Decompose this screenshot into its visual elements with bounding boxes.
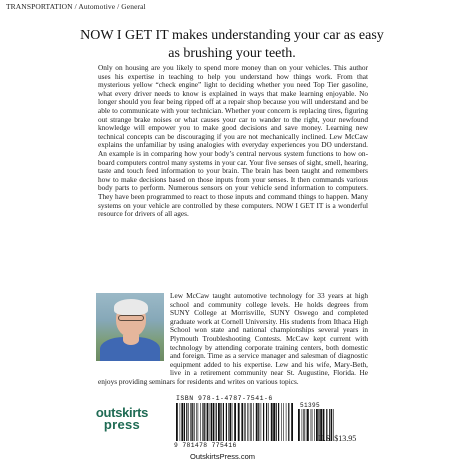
author-bio-text: Lew McCaw taught automotive technology for 33 years at high school and community college levels. He holds degrees from SUNY College at Morrisville, SUNY Oswego and completed graduate work at Cornell University. His students from Ithaca High School won state and national championships several years in Plymouth Troubleshooting Contests. McCaw kept current with technology by attending corporate training centers, both domestic and foreign. Time as a service manager and salesman of diagnostic equipment added to his expertise. Lew and his wife, Mary-Beth, live in a retirement community near St. Augustine, Florida. He enjoys providing seminars for residents and writes on various topics. <box>98 291 368 386</box>
author-bio-block <box>98 292 368 387</box>
publisher-logo-line2: press <box>103 417 141 432</box>
barcode <box>166 393 344 453</box>
barcode-main-bars <box>176 403 294 441</box>
publisher-logo-line1: outskirts <box>95 405 149 420</box>
publisher-logo <box>92 407 152 431</box>
price: U.S. $13.95 <box>318 434 357 443</box>
publisher-website: OutskirtsPress.com <box>190 452 256 461</box>
barcode-digits: 9 781478 775416 <box>174 442 237 449</box>
barcode-addon-text: 51395 <box>300 402 321 409</box>
category-label: TRANSPORTATION / Automotive / General <box>6 2 146 11</box>
blurb-text: Only on housing are you likely to spend more money than on your vehicles. This author uses his expertise in teaching to help you understand how things work. From that mysterious yellow “check engine” light to deciding whether you need Top Tier gasoline, what every driver needs to know is explained in ways that make learning enjoyable. No longer should you fear being ripped off at a repair shop because you will understand and be able to communicate with your technician. Whether your concern is replacing tires, figuring out strange brake noises or what causes your car to wander to the right, your newfound knowledge will empower you to make good decisions and save money. Learning new technical concepts can be discouraging if you are not mechanically inclined. Lew McCaw explains the unfamiliar by using analogies with everyday experiences you DO understand. An example is in comparing how your body’s central nervous system functions to how on-board computers control many systems in your car. Your five senses of sight, smell, hearing, taste and touch feed information to your brain. The brain has been taught and remembers how to make decisions based on those inputs from your senses. It then commands various body parts to perform. Numerous sensors on your vehicle send information to computers. They have been programmed to react to those inputs and command things to happen. Many systems on your vehicle are controlled by these computers. NOW I GET IT is a wonderful resource for drivers of all ages. <box>98 63 368 219</box>
photo-spacer <box>98 292 170 372</box>
headline: NOW I GET IT makes understanding your car as easy as brushing your teeth. <box>80 28 384 61</box>
isbn-text: ISBN 978-1-4787-7541-6 <box>176 395 273 402</box>
